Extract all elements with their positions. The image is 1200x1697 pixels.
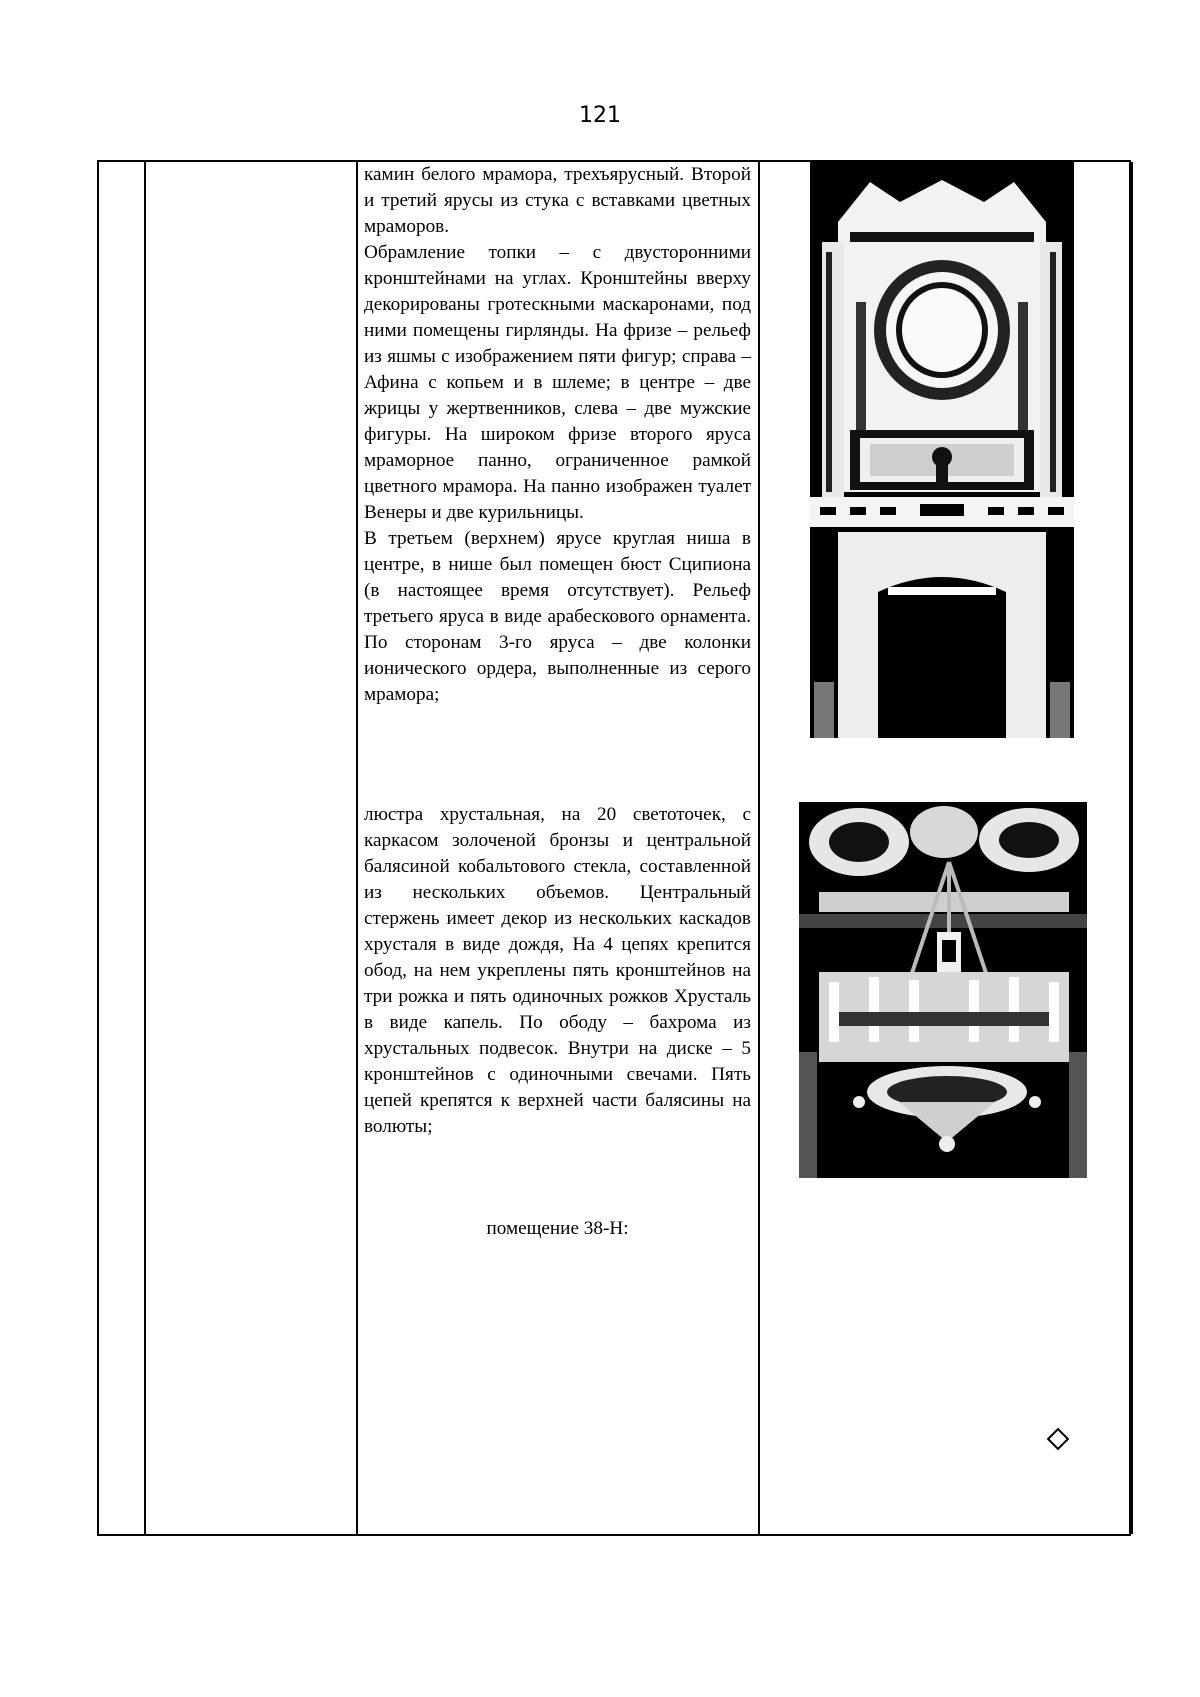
column-divider (144, 162, 146, 1534)
description-paragraph: В третьем (верхнем) ярусе круглая ниша в центре, в нише был помещен бюст Сципиона (в настоящее время отсутствует). Рельеф третьего яруса в виде арабескового орнамента. По сторонам 3-го яруса – две колонки ионического ордера, выполненные из серого мрамора; (364, 528, 751, 705)
room-label: помещение 38-Н: (486, 1218, 629, 1239)
chandelier-description (364, 802, 751, 1140)
fireplace-description (364, 162, 751, 708)
fireplace-image (810, 162, 1074, 738)
description-paragraph: Обрамление топки – с двусторонними кронштейнами на углах. Кронштейны вверху декорированы гротескными маскаронами, под ними помещены гирлянды. На фризе – рельеф из яшмы с изображением пяти фигур; справа – Афина с копьем и в шлеме; в центре – две жрицы у жертвенников, слева – две мужские фигуры. На широком фризе второго яруса мраморное панно, ограниченное рамкой цветного мрамора. На панно изображен туалет Венеры и две курильницы. (364, 242, 751, 523)
inventory-table (97, 160, 1131, 1536)
column-divider (356, 162, 358, 1534)
description-paragraph: камин белого мрамора, трехъярусный. Второй и третий ярусы из стука с вставками цветных мраморов. (364, 164, 751, 237)
column-divider (758, 162, 760, 1534)
page-number: 121 (579, 103, 621, 128)
fireplace-photo (810, 162, 1074, 738)
chandelier-photo (799, 802, 1087, 1178)
description-paragraph: люстра хрустальная, на 20 светоточек, с каркасом золоченой бронзы и центральной балясиной кобальтового стекла, составленной из нескольких объемов. Центральный стержень имеет декор из нескольких каскадов хрусталя в виде дождя, На 4 цепях крепится обод, на нем укреплены пять кронштейнов на три рожка и пять одиночных рожков Хрусталь в виде капель. По ободу – бахрома из хрустальных подвесок. Внутри на диске – 5 кронштейнов с одиночными свечами. Пять цепей крепятся к верхней части балясины на волюты; (364, 804, 751, 1137)
column-divider (1131, 162, 1133, 1534)
chandelier-image (799, 802, 1087, 1178)
diamond-icon (1047, 1428, 1070, 1451)
